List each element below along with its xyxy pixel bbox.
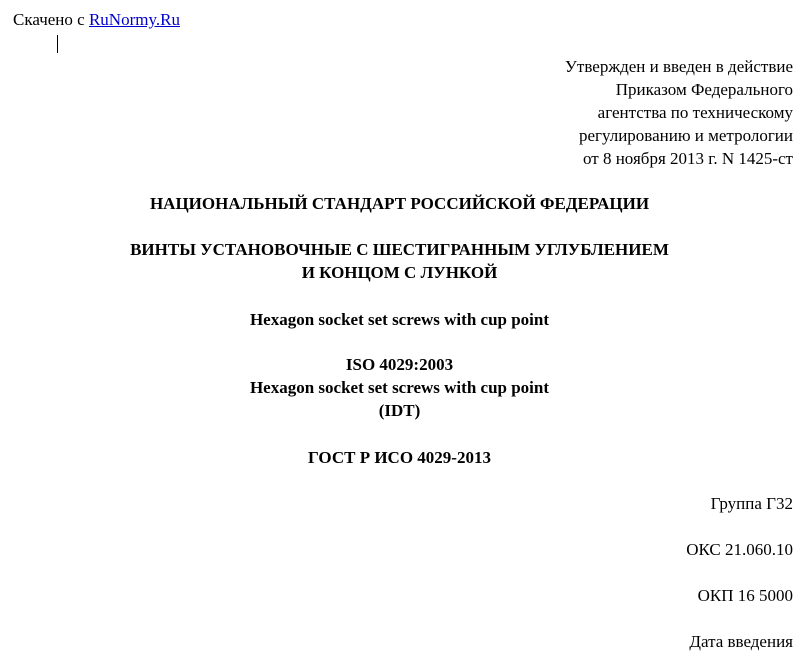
text-cursor [57, 35, 58, 53]
okp-code: ОКП 16 5000 [697, 586, 793, 605]
intro-date-label: Дата введения [689, 632, 793, 651]
iso-reference [0, 353, 799, 422]
source-prefix: Скачено с [13, 10, 85, 29]
gost-number: ГОСТ Р ИСО 4029-2013 [308, 448, 491, 467]
oks-code: ОКС 21.060.10 [686, 540, 793, 559]
approval-block [565, 55, 793, 170]
approval-line: Приказом Федерального [615, 80, 793, 99]
source-link[interactable]: RuNormy.Ru [88, 10, 180, 29]
approval-line: регулированию и метрологии [578, 126, 793, 145]
iso-number: ISO 4029:2003 [345, 355, 454, 374]
iso-title: Hexagon socket set screws with cup point [249, 378, 550, 397]
iso-equivalence: (IDT) [378, 401, 421, 420]
document-title [0, 238, 799, 284]
group-code: Группа Г32 [710, 494, 793, 513]
standard-heading: НАЦИОНАЛЬНЫЙ СТАНДАРТ РОССИЙСКОЙ ФЕДЕРАЦИИ [149, 194, 650, 213]
source-line [13, 8, 180, 31]
title-line-2: И КОНЦОМ С ЛУНКОЙ [301, 263, 498, 282]
approval-line: от 8 ноября 2013 г. N 1425-ст [583, 149, 793, 168]
approval-line: агентства по техническому [597, 103, 793, 122]
english-title: Hexagon socket set screws with cup point [249, 310, 550, 329]
title-line-1: ВИНТЫ УСТАНОВОЧНЫЕ С ШЕСТИГРАННЫМ УГЛУБЛЕНИЕМ [130, 240, 669, 259]
approval-line: Утвержден и введен в действие [564, 57, 793, 76]
